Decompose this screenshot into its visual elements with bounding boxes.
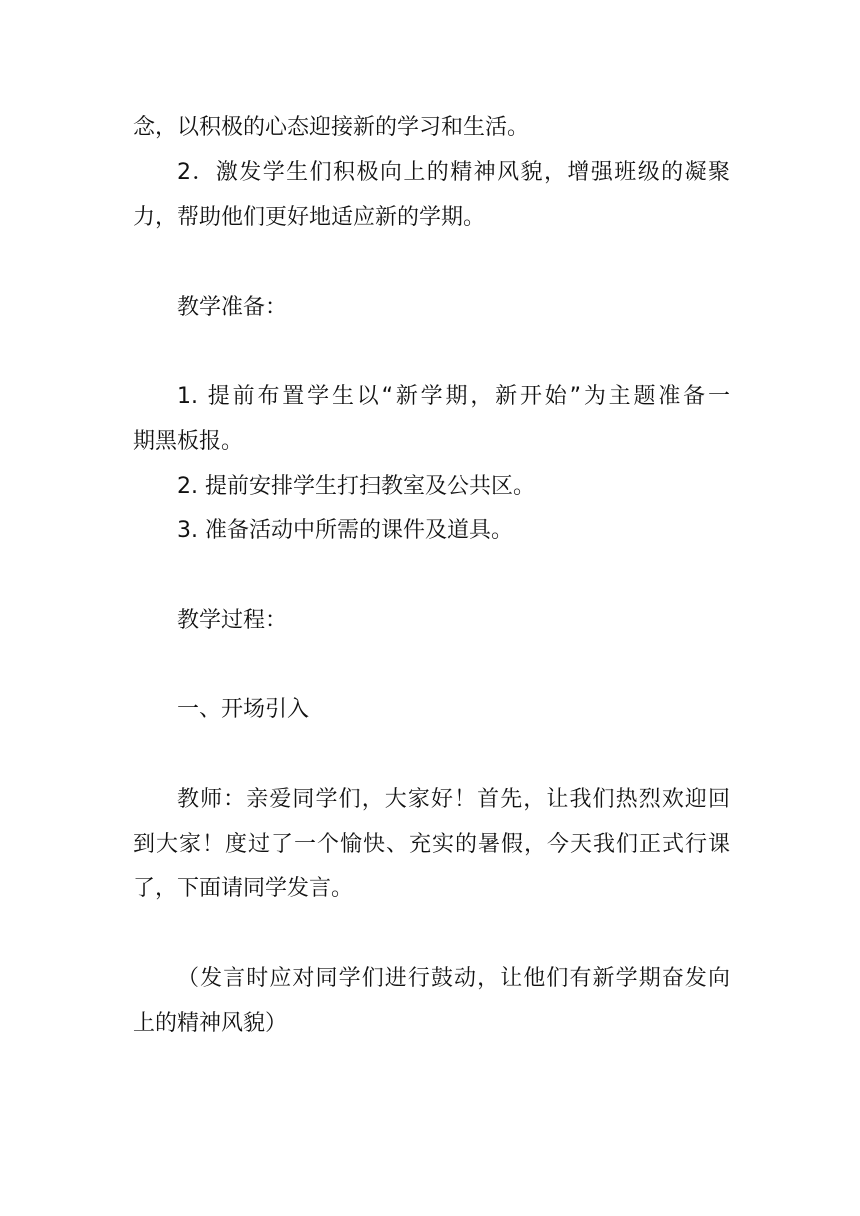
preparation-heading: 教学准备： — [177, 295, 288, 320]
preparation-item-1-line-1: 1. 提前布置学生以“新学期，新开始”为主题准备一 — [177, 384, 730, 409]
objective-2-line-2: 力，帮助他们更好地适应新的学期。 — [133, 205, 486, 230]
preparation-item-3: 3. 准备活动中所需的课件及道具。 — [177, 518, 513, 543]
objective-2-line-1: 2．激发学生们积极向上的精神风貌，增强班级的凝聚 — [177, 160, 730, 185]
preparation-item-2: 2. 提前安排学生打扫教室及公共区。 — [177, 474, 535, 499]
speech-note-line-1: （发言时应对同学们进行鼓动，让他们有新学期奋发向 — [177, 966, 730, 991]
process-heading: 教学过程： — [177, 608, 288, 633]
teacher-speech-line-3: 了，下面请同学发言。 — [133, 876, 354, 901]
objective-1-continuation: 念，以积极的心态迎接新的学习和生活。 — [133, 115, 530, 140]
section-1-heading: 一、开场引入 — [177, 697, 310, 722]
teacher-speech-line-1: 教师：亲爱同学们，大家好！首先，让我们热烈欢迎回 — [177, 787, 730, 812]
preparation-item-1-line-2: 期黑板报。 — [133, 429, 244, 454]
speech-note-line-2: 上的精神风貌） — [133, 1011, 288, 1036]
teacher-speech-line-2: 到大家！度过了一个愉快、充实的暑假，今天我们正式行课 — [133, 832, 730, 857]
